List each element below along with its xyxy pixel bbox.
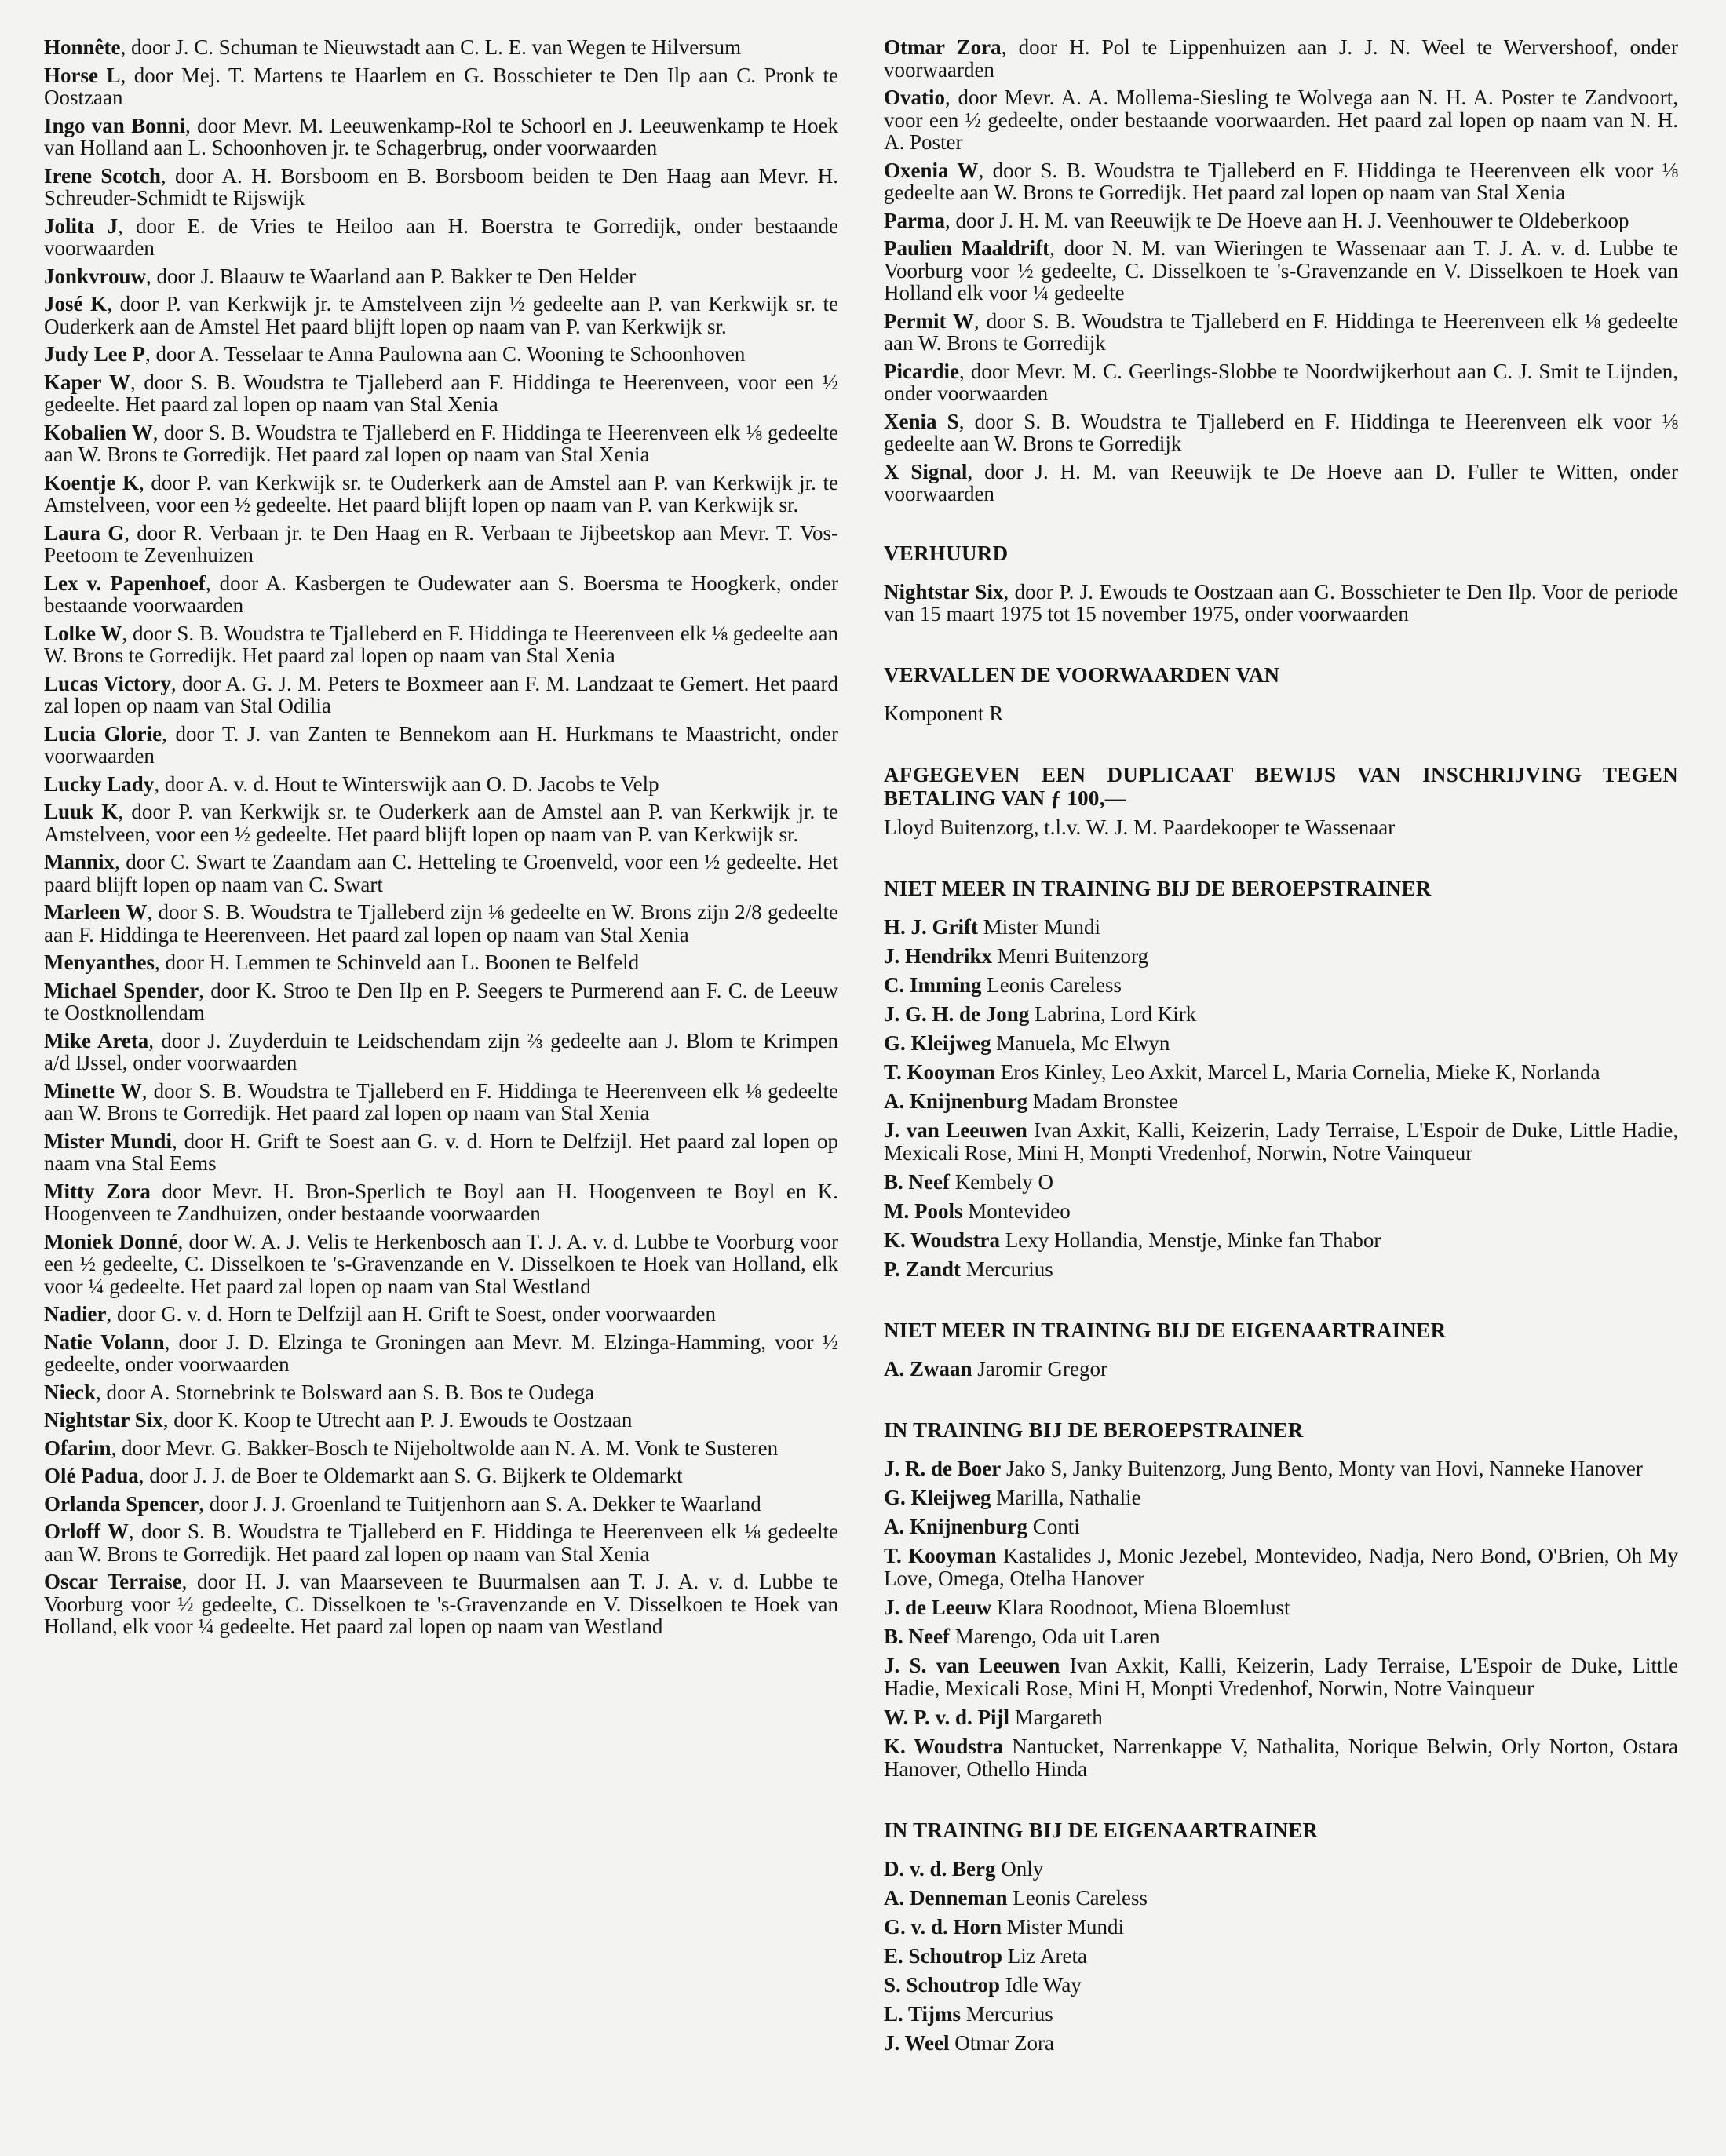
list-item: Xenia S, door S. B. Woudstra te Tjalleberd en F. Hiddinga te Heerenveen elk voor ⅛ gedeelte aan W. Brons te Gorredijk xyxy=(884,409,1678,455)
list-item: Nadier, door G. v. d. Horn te Delfzijl aan H. Grift te Soest, onder voorwaarden xyxy=(44,1302,717,1326)
list-item: Moniek Donné, door W. A. J. Velis te Herkenbosch aan T. J. A. v. d. Lubbe te Voorburg voor een ½ gedeelte, C. Disselkoen te 's-Gravenzande en V. Disselkoen te Hoek van Holland, elk voor ¼ gedeelte. Het paard zal lopen op naam van Stal Westland xyxy=(44,1229,838,1298)
list-item: Olé Padua, door J. J. de Boer te Oldemarkt aan S. G. Bijkerk te Oldemarkt xyxy=(44,1464,683,1487)
list-item: Jolita J, door E. de Vries te Heiloo aan H. Boerstra te Gorredijk, onder bestaande voorwaarden xyxy=(44,213,838,260)
vervallen-text: Komponent R xyxy=(884,701,1004,725)
section-heading-vervallen: VERVALLEN DE VOORWAARDEN VAN xyxy=(884,662,1280,687)
list-item: Honnête, door J. C. Schuman te Nieuwstadt aan C. L. E. van Wegen te Hilversum xyxy=(44,35,742,59)
duplicaat-text: Lloyd Buitenzorg, t.l.v. W. J. M. Paardekooper te Wassenaar xyxy=(884,815,1396,839)
trainer-item: E. Schoutrop Liz Areta xyxy=(884,1943,1087,1968)
list-item: Minette W, door S. B. Woudstra te Tjalleberd en F. Hiddinga te Heerenveen elk ⅛ gedeelte aan W. Brons te Gorredijk. Het paard zal lopen op naam van Stal Xenia xyxy=(44,1078,839,1125)
trainer-item: J. de Leeuw Klara Roodnoot, Miena Bloemlust xyxy=(884,1595,1290,1619)
trainer-item: B. Neef Kembely O xyxy=(884,1169,1053,1194)
list-item: Nightstar Six, door P. J. Ewouds te Oostzaan aan G. Bosschieter te Den Ilp. Voor de periode van 15 maart 1975 tot 15 november 1975, onder voorwaarden xyxy=(884,579,1678,626)
trainer-item: C. Imming Leonis Careless xyxy=(884,972,1122,997)
list-item: Kaper W, door S. B. Woudstra te Tjalleberd aan F. Hiddinga te Heerenveen, voor een ½ gedeelte. Het paard zal lopen op naam van Stal Xenia xyxy=(44,370,838,416)
list-item: Orlanda Spencer, door J. J. Groenland te Tuitjenhorn aan S. A. Dekker te Waarland xyxy=(44,1491,761,1516)
list-item: Natie Volann, door J. D. Elzinga te Groningen aan Mevr. M. Elzinga-Hamming, voor ½ gedeelte, onder voorwaarden xyxy=(44,1330,838,1376)
trainer-item: T. Kooyman Kastalides J, Monic Jezebel, Montevideo, Nadja, Nero Bond, O'Brien, Oh My Love, Omega, Otelha Hanover xyxy=(884,1543,1678,1590)
trainer-item: A. Zwaan Jaromir Gregor xyxy=(884,1356,1107,1381)
list-item: Jonkvrouw, door J. Blaauw te Waarland aan P. Bakker te Den Helder xyxy=(44,264,637,288)
list-item: Permit W, door S. B. Woudstra te Tjalleberd en F. Hiddinga te Heerenveen elk ⅛ gedeelte aan W. Brons te Gorredijk xyxy=(884,308,1678,355)
trainer-item: S. Schoutrop Idle Way xyxy=(884,1972,1082,1997)
list-item: Otmar Zora, door H. Pol te Lippenhuizen aan J. J. N. Weel te Wervershoof, onder voorwaarden xyxy=(884,35,1678,82)
list-item: Ofarim, door Mevr. G. Bakker-Bosch te Nijeholtwolde aan N. A. M. Vonk te Susteren xyxy=(44,1436,779,1460)
trainer-item: A. Knijnenburg Conti xyxy=(884,1514,1080,1538)
list-item: Ingo van Bonni, door Mevr. M. Leeuwenkamp-Rol te Schoorl en J. Leeuwenkamp te Hoek van Holland aan L. Schoonhoven jr. te Schagerbrug, onder voorwaarden xyxy=(44,113,838,159)
list-item: Mike Areta, door J. Zuyderduin te Leidschendam zijn ⅔ gedeelte aan J. Blom te Krimpen a/d IJssel, onder voorwaarden xyxy=(44,1028,839,1074)
list-item: Parma, door J. H. M. van Reeuwijk te De Hoeve aan H. J. Veenhouwer te Oldeberkoop xyxy=(884,208,1629,232)
trainer-item: J. Hendrikx Menri Buitenzorg xyxy=(884,943,1148,968)
list-item: Ovatio, door Mevr. A. A. Mollema-Siesling te Wolvega aan N. H. A. Poster te Zandvoort, voor een ½ gedeelte, onder bestaande voorwaarden. Het paard zal lopen op naam van N. H. A. Poster xyxy=(884,86,1678,154)
left-column xyxy=(44,36,838,1643)
section-heading-in-beroeps: IN TRAINING BIJ DE BEROEPSTRAINER xyxy=(884,1417,1304,1442)
section-heading-verhuurd: VERHUURD xyxy=(884,541,1009,565)
list-item: Marleen W, door S. B. Woudstra te Tjalleberd zijn ⅛ gedeelte en W. Brons zijn 2/8 gedeelte aan F. Hiddinga te Heerenveen. Het paard zal lopen op naam van Stal Xenia xyxy=(44,900,838,947)
list-item: José K, door P. van Kerkwijk jr. te Amstelveen zijn ½ gedeelte aan P. van Kerkwijk sr. te Ouderkerk aan de Amstel Het paard blijft lopen op naam van P. van Kerkwijk sr. xyxy=(44,292,838,338)
trainer-item: J. G. H. de Jong Labrina, Lord Kirk xyxy=(884,1001,1197,1026)
list-item: Koentje K, door P. van Kerkwijk sr. te Ouderkerk aan de Amstel aan P. van Kerkwijk jr. te Amstelveen, voor een ½ gedeelte. Het paard blijft lopen op naam van P. van Kerkwijk sr. xyxy=(44,470,838,516)
trainer-item: W. P. v. d. Pijl Margareth xyxy=(884,1705,1103,1729)
trainer-item: A. Denneman Leonis Careless xyxy=(884,1885,1148,1910)
section-heading-duplicaat: AFGEGEVEN EEN DUPLICAAT BEWIJS VAN INSCHRIJVING TEGEN BETALING VAN ƒ 100,— xyxy=(884,762,1678,810)
list-item: Oxenia W, door S. B. Woudstra te Tjalleberd en F. Hiddinga te Heerenveen elk voor ⅛ gedeelte aan W. Brons te Gorredijk. Het paard zal lopen op naam van Stal Xenia xyxy=(884,158,1679,204)
section-heading-niet-eigenaar: NIET MEER IN TRAINING BIJ DE EIGENAARTRAINER xyxy=(884,1318,1447,1342)
list-item: Horse L, door Mej. T. Martens te Haarlem en G. Bosschieter te Den Ilp aan C. Pronk te Oostzaan xyxy=(44,63,838,109)
list-item: Mitty Zora door Mevr. H. Bron-Sperlich te Boyl aan H. Hoogenveen te Boyl en K. Hoogenveen te Zandhuizen, onder bestaande voorwaarden xyxy=(44,1179,838,1225)
section-heading-in-eigenaar: IN TRAINING BIJ DE EIGENAARTRAINER xyxy=(884,1818,1319,1842)
trainer-item: K. Woudstra Nantucket, Narrenkappe V, Nathalita, Norique Belwin, Orly Norton, Ostara Hanover, Othello Hinda xyxy=(884,1734,1679,1781)
trainer-item: B. Neef Marengo, Oda uit Laren xyxy=(884,1624,1160,1648)
list-item: Judy Lee P, door A. Tesselaar te Anna Paulowna aan C. Wooning te Schoonhoven xyxy=(44,342,746,366)
list-item: Lucas Victory, door A. G. J. M. Peters te Boxmeer aan F. M. Landzaat te Gemert. Het paard zal lopen op naam van Stal Odilia xyxy=(44,671,838,717)
trainer-item: H. J. Grift Mister Mundi xyxy=(884,914,1100,939)
list-item: Mannix, door C. Swart te Zaandam aan C. Hetteling te Groenveld, voor een ½ gedeelte. Het paard blijft lopen op naam van C. Swart xyxy=(44,850,838,896)
trainer-item: L. Tijms Mercurius xyxy=(884,2001,1053,2026)
list-item: Oscar Terraise, door H. J. van Maarseveen te Buurmalsen aan T. J. A. v. d. Lubbe te Voorburg voor ½ gedeelte, C. Disselkoen te 's-Gravenzande en V. Disselkoen te Hoek van Holland, elk voor ¼ gedeelte. Het paard zal lopen op naam van Westland xyxy=(44,1570,838,1638)
list-item: Laura G, door R. Verbaan jr. te Den Haag en R. Verbaan te Jijbeetskop aan Mevr. T. Vos-Peetoom te Zevenhuizen xyxy=(44,520,838,567)
trainer-item: G. Kleijweg Manuela, Mc Elwyn xyxy=(884,1031,1170,1055)
list-item: X Signal, door J. H. M. van Reeuwijk te De Hoeve aan D. Fuller te Witten, onder voorwaarden xyxy=(884,459,1678,505)
section-heading-niet-beroeps: NIET MEER IN TRAINING BIJ DE BEROEPSTRAINER xyxy=(884,876,1432,900)
list-item: Lolke W, door S. B. Woudstra te Tjalleberd en F. Hiddinga te Heerenveen elk ⅛ gedeelte aan W. Brons te Gorredijk. Het paard zal lopen op naam van Stal Xenia xyxy=(44,621,838,667)
trainer-item: J. Weel Otmar Zora xyxy=(884,2030,1054,2055)
trainer-item: D. v. d. Berg Only xyxy=(884,1856,1044,1881)
list-item: Nieck, door A. Stornebrink te Bolsward aan S. B. Bos te Oudega xyxy=(44,1380,595,1404)
list-item: Irene Scotch, door A. H. Borsboom en B. Borsboom beiden te Den Haag aan Mevr. H. Schreuder-Schmidt te Rijswijk xyxy=(44,163,838,210)
list-item: Lucia Glorie, door T. J. van Zanten te Bennekom aan H. Hurkmans te Maastricht, onder voorwaarden xyxy=(44,721,839,768)
list-item: Kobalien W, door S. B. Woudstra te Tjalleberd en F. Hiddinga te Heerenveen elk ⅛ gedeelte aan W. Brons te Gorredijk. Het paard zal lopen op naam van Stal Xenia xyxy=(44,420,838,466)
trainer-item: J. S. van Leeuwen Ivan Axkit, Kalli, Keizerin, Lady Terraise, L'Espoir de Duke, Little Hadie, Mexicali Rose, Mini H, Monpti Vredenhof, Norwin, Notre Vainqueur xyxy=(884,1653,1678,1700)
list-item: Orloff W, door S. B. Woudstra te Tjalleberd en F. Hiddinga te Heerenveen elk ⅛ gedeelte aan W. Brons te Gorredijk. Het paard zal lopen op naam van Stal Xenia xyxy=(44,1519,838,1566)
list-item: Michael Spender, door K. Stroo te Den Ilp en P. Seegers te Purmerend aan F. C. de Leeuw te Oostknollendam xyxy=(44,978,838,1024)
list-item: Menyanthes, door H. Lemmen te Schinveld aan L. Boonen te Belfeld xyxy=(44,950,640,974)
trainer-item: G. v. d. Horn Mister Mundi xyxy=(884,1914,1125,1939)
list-item: Lucky Lady, door A. v. d. Hout te Winterswijk aan O. D. Jacobs te Velp xyxy=(44,772,659,796)
list-item: Luuk K, door P. van Kerkwijk sr. te Ouderkerk aan de Amstel aan P. van Kerkwijk jr. te Amstelveen, voor een ½ gedeelte. Het paard blijft lopen op naam van P. van Kerkwijk sr. xyxy=(44,800,839,846)
right-column xyxy=(884,36,1678,2061)
trainer-item: P. Zandt Mercurius xyxy=(884,1257,1053,1281)
trainer-item: M. Pools Montevideo xyxy=(884,1198,1071,1223)
trainer-item: T. Kooyman Eros Kinley, Leo Axkit, Marcel L, Maria Cornelia, Mieke K, Norlanda xyxy=(884,1060,1600,1084)
trainer-item: K. Woudstra Lexy Hollandia, Menstje, Minke fan Thabor xyxy=(884,1228,1381,1252)
trainer-item: G. Kleijweg Marilla, Nathalie xyxy=(884,1485,1141,1509)
trainer-item: J. van Leeuwen Ivan Axkit, Kalli, Keizerin, Lady Terraise, L'Espoir de Duke, Little Hadie, Mexicali Rose, Mini H, Monpti Vredenhof, Norwin, Notre Vainqueur xyxy=(884,1118,1678,1165)
list-item: Nightstar Six, door K. Koop te Utrecht aan P. J. Ewouds te Oostzaan xyxy=(44,1408,633,1432)
list-item: Paulien Maaldrift, door N. M. van Wieringen te Wassenaar aan T. J. A. v. d. Lubbe te Voorburg voor ½ gedeelte, C. Disselkoen te 's-Gravenzande en V. Disselkoen te Hoek van Holland elk voor ¼ gedeelte xyxy=(884,236,1679,305)
list-item: Lex v. Papenhoef, door A. Kasbergen te Oudewater aan S. Boersma te Hoogkerk, onder bestaande voorwaarden xyxy=(44,571,838,617)
trainer-item: J. R. de Boer Jako S, Janky Buitenzorg, Jung Bento, Monty van Hovi, Nanneke Hanover xyxy=(884,1456,1643,1480)
list-item: Mister Mundi, door H. Grift te Soest aan G. v. d. Horn te Delfzijl. Het paard zal lopen op naam vna Stal Eems xyxy=(44,1129,838,1175)
list-item: Picardie, door Mevr. M. C. Geerlings-Slobbe te Noordwijkerhout aan C. J. Smit te Lijnden, onder voorwaarden xyxy=(884,359,1678,405)
trainer-item: A. Knijnenburg Madam Bronstee xyxy=(884,1089,1178,1113)
